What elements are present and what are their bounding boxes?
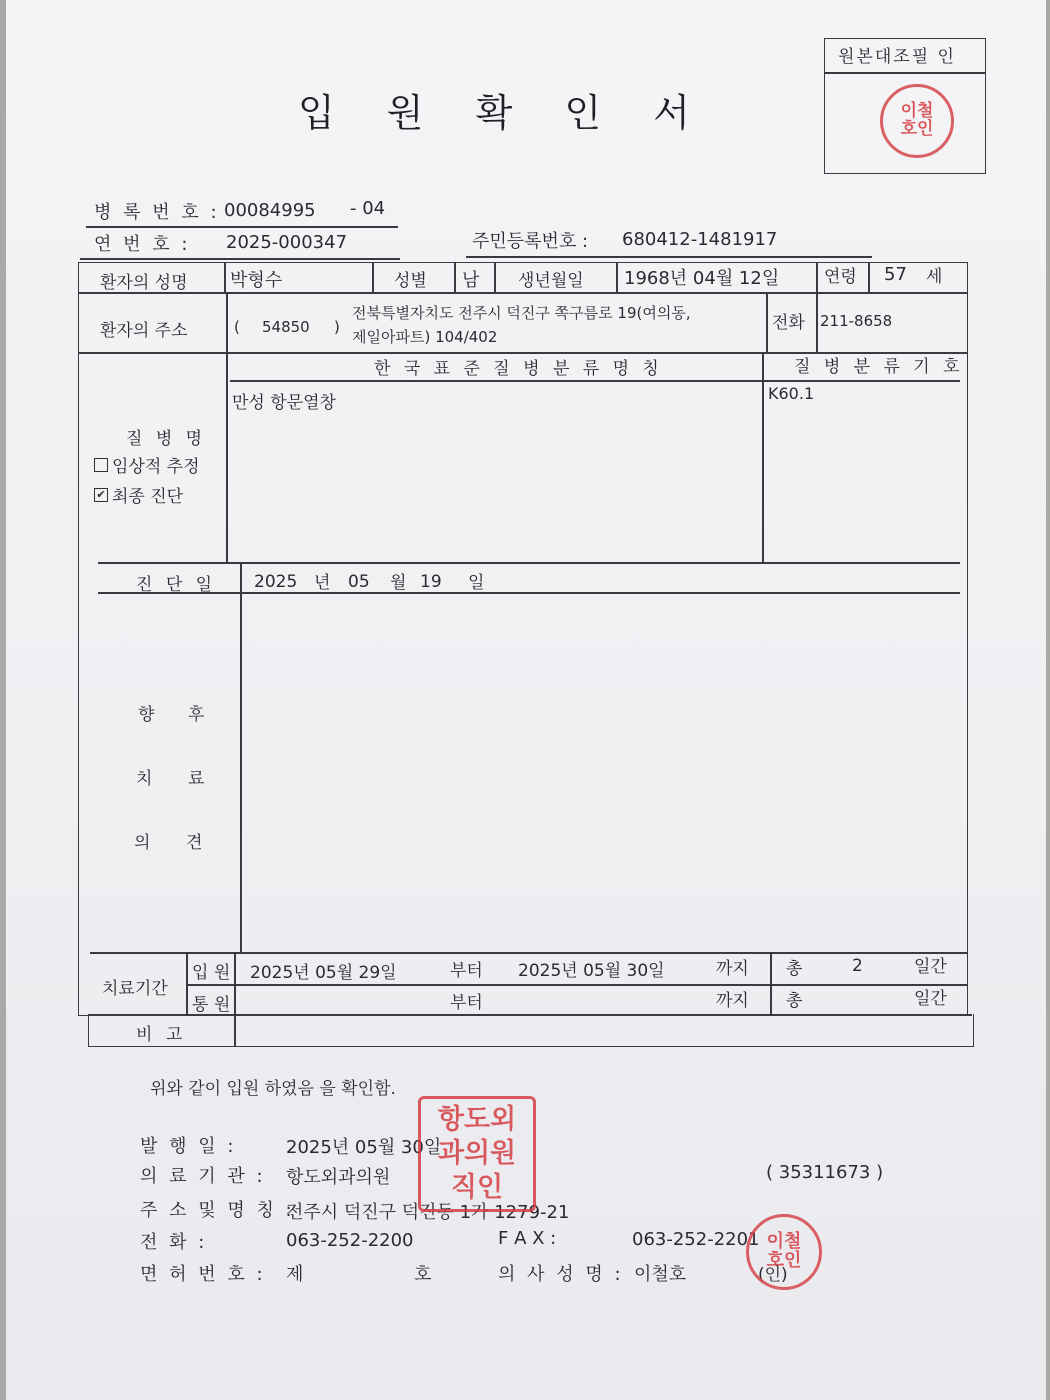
final-diagnosis-option[interactable]: ✔ 최종 진단	[94, 482, 183, 507]
telephone-number: 063-252-2200	[286, 1230, 414, 1251]
seal-mark: (인)	[758, 1265, 788, 1285]
diagnosis-day: 19	[420, 572, 442, 592]
disease-name: 만성 항문열창	[232, 393, 336, 413]
opinion-label-3a: 의	[134, 833, 151, 853]
outpatient-label: 통 원	[192, 995, 231, 1015]
inpatient-from-date: 2025년 05월 29일	[250, 963, 397, 983]
document-page: 입 원 확 인 서 원본대조필 인 이철호인 병 록 번 호 : 00084995 - 04 연 번 호 : 2025-000347 주민등록번호 : 680412-1481917 환자의 성명 박형수 성별 남 생년월일 1968년 04월 12일 연령 57 세 환자의 주소 ( 54850 ) 전북특별자치도 전주시 덕진구 쪽구름로 19(여의동, 제일아파트) 104/402 전화 211-8658 한 국 표 준 질 병 분 류 명 칭 질 병 분 류 기 호 질 병 명 임상적 추정 ✔ 최종 진단 만성 항문열창 K60.1 진 단 일 2025 년 05 월 19 일 향 후 치 료 의 견 치료기간 입 원 통 원 2025년 05월 29일 부터 2025년 05월 30일 까지 총 2 일간 부터 까지 총 일간 비 고 위와 같이 입원 하였음 을 확인함. 발 행 일 : 2025년 05월 30일 의 료 기 관 : 항도외과의원 ( 35311673 ) 주 소 및 명 칭 : 전주시 덕진구 덕진동 1가 1279-21 전 화 : 063-252-2200 F A X : 063-252-2201 면 허 번 호 : 제 호 의 사 성 명 : 이철호 (인) 항도외과의원직인 이철호인	[6, 0, 1046, 1400]
original-verification-label: 원본대조필 인	[838, 47, 956, 67]
resident-number-label: 주민등록번호 :	[472, 231, 589, 252]
doctor-name-label: 의 사 성 명 :	[498, 1264, 624, 1285]
diagnosis-month: 05	[348, 572, 370, 592]
address-name-label: 주 소 및 명 칭 :	[140, 1200, 295, 1221]
inpatient-days: 2	[852, 956, 863, 976]
license-prefix: 제	[286, 1264, 304, 1285]
inpatient-total-word: 총	[786, 959, 803, 979]
phone-value: 211-8658	[820, 312, 893, 330]
diagnosis-year: 2025	[254, 572, 298, 592]
sex-value: 남	[462, 270, 480, 291]
opinion-label-3b: 견	[186, 833, 203, 853]
clinical-estimate-checkbox[interactable]	[94, 458, 108, 472]
document-title: 입 원 확 인 서	[298, 91, 710, 135]
opinion-label-1a: 향	[138, 705, 155, 725]
institution-label: 의 료 기 관 :	[140, 1166, 266, 1187]
address-line-1: 전북특별자치도 전주시 덕진구 쪽구름로 19(여의동,	[352, 304, 691, 322]
license-label: 면 허 번 호 :	[140, 1264, 266, 1285]
sex-label: 성별	[394, 271, 427, 291]
opinion-label-1b: 후	[188, 705, 205, 725]
patient-name-label: 환자의 성명	[100, 273, 188, 293]
final-diagnosis-checkbox[interactable]: ✔	[94, 488, 108, 502]
outpatient-to-word: 까지	[716, 991, 749, 1011]
age-label: 연령	[824, 267, 857, 287]
doctor-seal: 이철호인	[746, 1214, 822, 1290]
verification-seal: 이철호인	[880, 84, 954, 158]
birthdate-label: 생년월일	[518, 271, 584, 291]
license-suffix: 호	[414, 1264, 432, 1285]
remarks-label: 비 고	[136, 1025, 187, 1045]
diagnosis-date-label: 진 단 일	[136, 575, 217, 595]
hospital-seal: 항도외과의원직인	[418, 1096, 536, 1212]
issue-date: 2025년 05월 30일	[286, 1137, 442, 1158]
chart-number-suffix: - 04	[350, 198, 386, 219]
address-label: 환자의 주소	[100, 321, 188, 341]
outpatient-from-word: 부터	[450, 993, 483, 1013]
institution-name: 항도외과의원	[286, 1167, 391, 1188]
postal-code: 54850	[262, 318, 310, 336]
disease-code: K60.1	[768, 384, 815, 403]
institution-address: 전주시 덕진구 덕진동 1가 1279-21	[286, 1202, 570, 1223]
address-line-2: 제일아파트) 104/402	[352, 328, 498, 346]
diagnosis-label: 질 병 명	[126, 429, 207, 449]
inpatient-to-date: 2025년 05월 30일	[518, 961, 665, 981]
kcd-name-header: 한 국 표 준 질 병 분 류 명 칭	[374, 359, 663, 379]
institution-code: ( 35311673 )	[766, 1162, 884, 1183]
inpatient-to-word: 까지	[716, 959, 749, 979]
telephone-label: 전 화 :	[140, 1232, 208, 1253]
age-value: 57	[884, 264, 907, 285]
chart-number: 00084995	[224, 200, 316, 221]
opinion-label-2a: 치	[136, 769, 153, 789]
fax-label: F A X :	[498, 1228, 557, 1249]
inpatient-from-word: 부터	[450, 961, 483, 981]
serial-number: 2025-000347	[226, 232, 348, 253]
confirmation-text: 위와 같이 입원 하였음 을 확인함.	[150, 1079, 396, 1099]
birthdate-value: 1968년 04월 12일	[624, 268, 780, 289]
age-unit: 세	[926, 267, 943, 287]
kcd-code-header: 질 병 분 류 기 호	[794, 357, 964, 377]
phone-label: 전화	[772, 313, 805, 333]
outpatient-days-unit: 일간	[914, 989, 947, 1009]
resident-number: 680412-1481917	[622, 229, 778, 250]
patient-name: 박형수	[230, 270, 283, 291]
chart-number-label: 병 록 번 호 :	[94, 202, 220, 223]
treatment-period-label: 치료기간	[102, 979, 168, 999]
serial-number-label: 연 번 호 :	[94, 234, 191, 255]
opinion-label-2b: 료	[188, 769, 205, 789]
doctor-name: 이철호	[634, 1264, 687, 1285]
inpatient-days-unit: 일간	[914, 957, 947, 977]
issue-date-label: 발 행 일 :	[140, 1136, 237, 1157]
fax-number: 063-252-2201	[632, 1229, 760, 1250]
clinical-estimate-option[interactable]: 임상적 추정	[94, 452, 200, 477]
inpatient-label: 입 원	[192, 963, 231, 983]
outpatient-total-word: 총	[786, 991, 803, 1011]
